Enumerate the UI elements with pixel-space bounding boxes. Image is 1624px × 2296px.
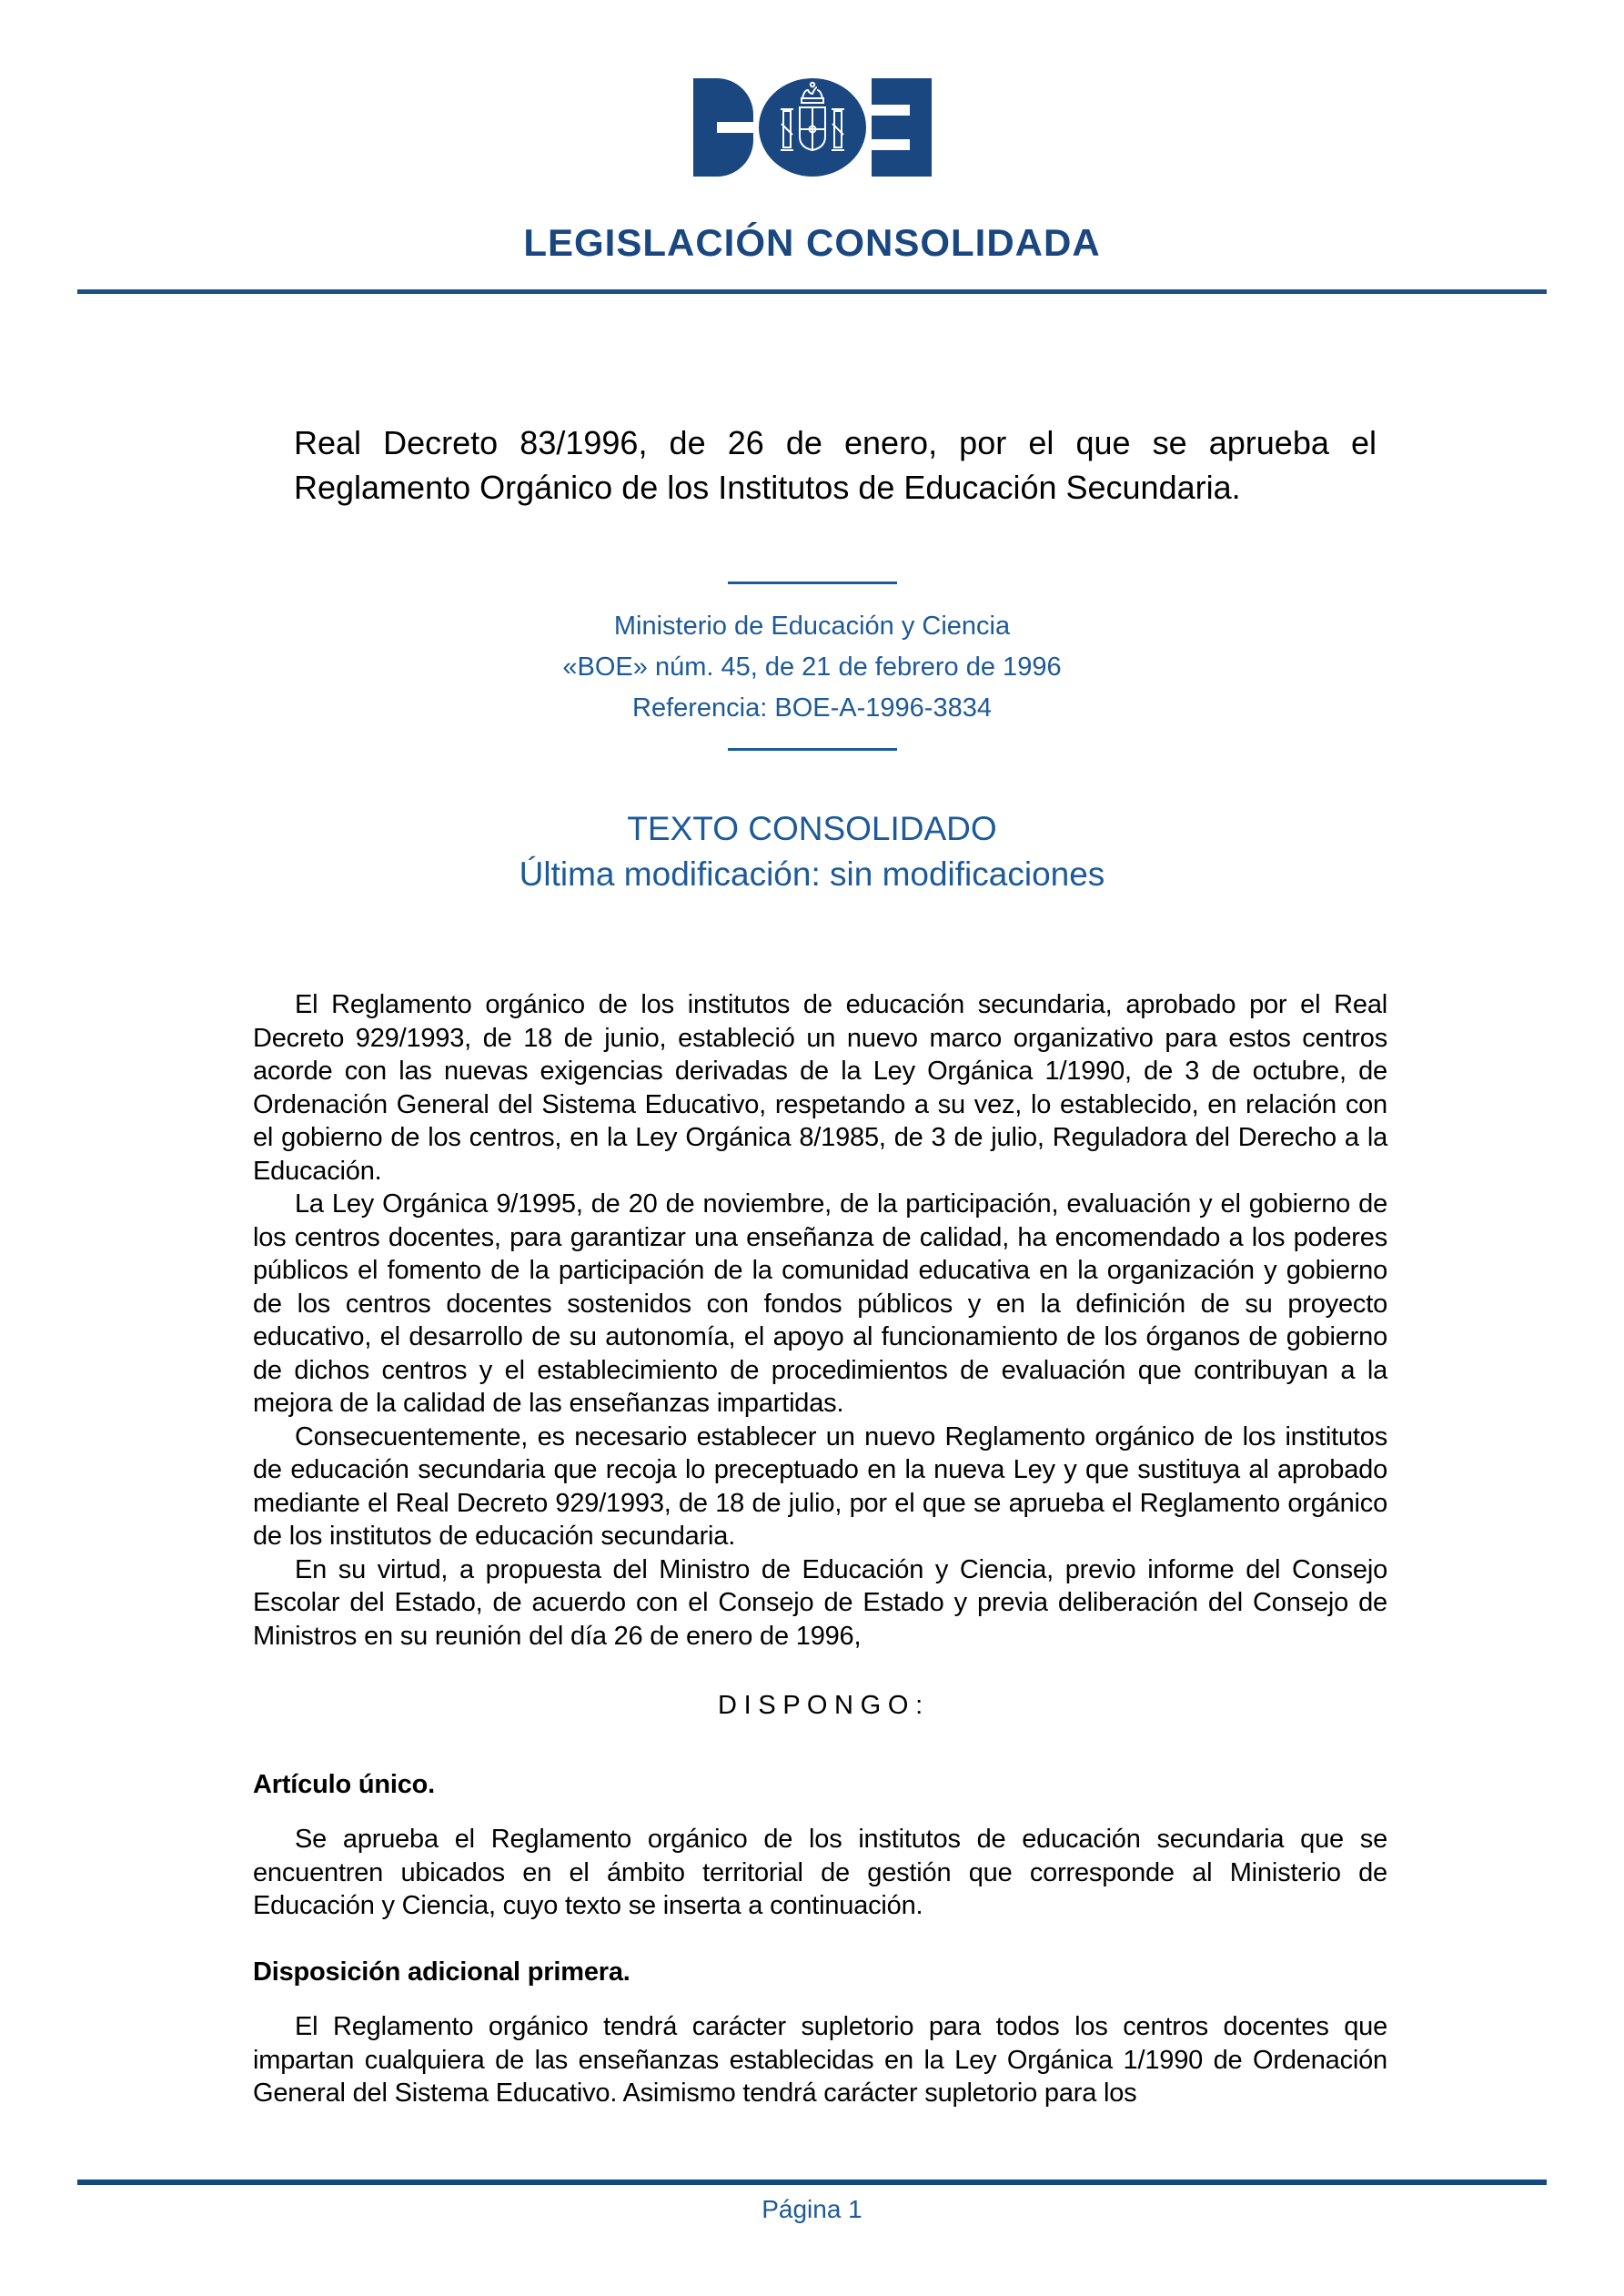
disposition-heading: Disposición adicional primera.	[253, 1957, 630, 1987]
banner-title: LEGISLACIÓN CONSOLIDADA	[523, 221, 1101, 264]
consolidated-heading-block	[0, 806, 1624, 897]
header-rule	[77, 289, 1547, 294]
footer-rule	[77, 2180, 1547, 2185]
spain-coat-of-arms-icon	[759, 78, 866, 177]
last-modification-line: Última modificación: sin modificaciones	[519, 855, 1105, 893]
ministry-block	[0, 606, 1624, 729]
consolidated-text-heading: TEXTO CONSOLIDADO	[627, 810, 997, 847]
intro-paragraph: En su virtud, a propuesta del Ministro de Educación y Ciencia, previo informe del Consejo Escolar del Estado, de acuerdo con el Consejo de Estado y previa deliberación del Consejo de Ministros en su reunión del día 26 de enero de 1996,	[253, 1554, 1387, 1651]
boe-logo	[693, 78, 932, 177]
document-title: Real Decreto 83/1996, de 26 de enero, por el que se aprueba el Reglamento Orgánico de los Institutos de Educación Secundaria.	[294, 424, 1377, 506]
dispongo-heading: D I S P O N G O :	[718, 1691, 923, 1720]
boe-issue-line: «BOE» núm. 45, de 21 de febrero de 1996	[562, 652, 1062, 682]
intro-paragraph: Consecuentemente, es necesario establecer un nuevo Reglamento orgánico de los institutos de educación secundaria que recoja lo preceptuado en la nueva Ley y que sustituya al aprobado mediante el Real Decreto 929/1993, de 18 de julio, por el que se aprueba el Reglamento orgánico de los institutos de educación secundaria.	[253, 1421, 1387, 1551]
intro-paragraph: La Ley Orgánica 9/1995, de 20 de noviembre, de la participación, evaluación y el gobierno de los centros docentes, para garantizar una enseñanza de calidad, ha encomendado a los poderes públicos el fomento de la participación de la comunidad educativa en la organización y gobierno de los centros docentes sostenidos con fondos públicos y en la definición de su proyecto educativo, el desarrollo de su autonomía, el apoyo al funcionamiento de los órganos de gobierno de dichos centros y el establecimiento de procedimientos de evaluación que contribuyan a la mejora de la calidad de las enseñanzas impartidas.	[253, 1189, 1387, 1418]
disposition-paragraph: El Reglamento orgánico tendrá carácter supletorio para todos los centros docentes que impartan cualquiera de las enseñanzas establecidas en la Ley Orgánica 1/1990 de Ordenación General del Sistema Educativo. Asimismo tendrá carácter supletorio para los	[253, 2012, 1387, 2108]
article-heading: Artículo único.	[253, 1769, 436, 1799]
section-divider-bottom	[728, 748, 897, 751]
ministry-name: Ministerio de Educación y Ciencia	[613, 612, 1011, 641]
section-divider-top	[728, 582, 897, 584]
boe-logo-letter-b	[693, 78, 753, 177]
page-number: Página 1	[762, 2195, 862, 2223]
intro-paragraph: El Reglamento orgánico de los institutos de educación secundaria, aprobado por el Real Decreto 929/1993, de 18 de junio, estableció un nuevo marco organizativo para estos centros acorde con las nuevas exigencias derivadas de la Ley Orgánica 1/1990, de 3 de octubre, de Ordenación General del Sistema Educativo, respetando a su vez, lo establecido, en relación con el gobierno de los centros, en la Ley Orgánica 8/1985, de 3 de julio, Reguladora del Derecho a la Educación.	[253, 990, 1387, 1186]
boe-logo-letter-e	[872, 78, 932, 177]
reference-line: Referencia: BOE-A-1996-3834	[632, 693, 992, 723]
document-body	[253, 988, 1387, 2110]
article-paragraph: Se aprueba el Reglamento orgánico de los institutos de educación secundaria que se encuentren ubicados en el ámbito territorial de gestión que corresponde al Ministerio de Educación y Ciencia, cuyo texto se inserta a continuación.	[253, 1825, 1387, 1920]
